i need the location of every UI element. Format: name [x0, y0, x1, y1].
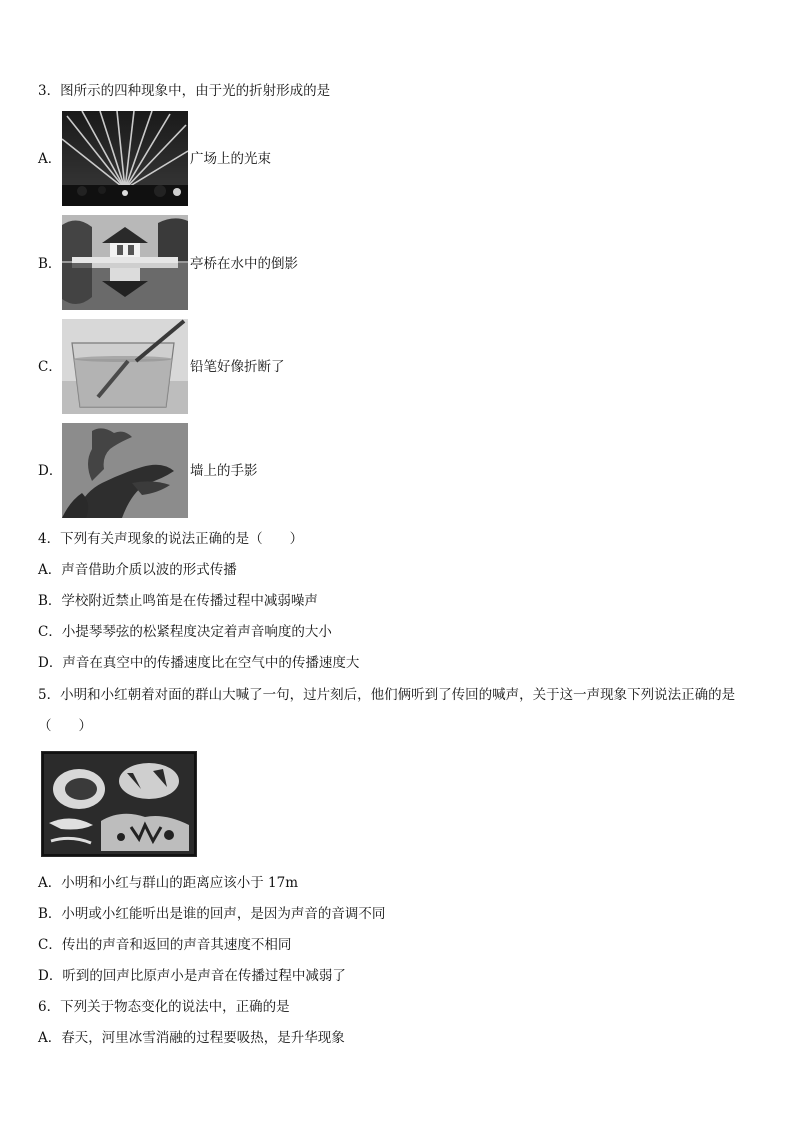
searchlight-beams-photo — [62, 111, 188, 206]
q5-option-d: D．听到的回声比原声小是声音在传播过程中减弱了 — [38, 968, 346, 984]
q4-option-d: D．声音在真空中的传播速度比在空气中的传播速度大 — [38, 655, 360, 671]
q3-option-d-letter: D． — [38, 463, 63, 479]
q5-option-a: A．小明和小红与群山的距离应该小于 17m — [38, 875, 299, 891]
q3-option-a-letter: A． — [38, 151, 62, 167]
q6-stem: 6．下列关于物态变化的说法中，正确的是 — [38, 999, 290, 1015]
q3-option-c-letter: C． — [38, 359, 62, 375]
pavilion-reflection-photo — [62, 215, 188, 310]
q5-option-b: B．小明或小红能听出是谁的回声，是因为声音的音调不同 — [38, 906, 386, 922]
hand-shadow-photo — [62, 423, 188, 518]
q5-option-c: C．传出的声音和返回的声音其速度不相同 — [38, 937, 292, 953]
q3-stem: 3．图所示的四种现象中，由于光的折射形成的是 — [38, 83, 331, 99]
q5-paren: （ ） — [38, 718, 92, 734]
q3-option-b-caption: 亭桥在水中的倒影 — [190, 256, 298, 272]
q5-stem: 5．小明和小红朝着对面的群山大喊了一句，过片刻后，他们俩听到了传回的喊声，关于这一声现象下列说法正确的是 — [38, 687, 736, 703]
q3-option-d-caption: 墙上的手影 — [190, 463, 258, 479]
q4-stem: 4．下列有关声现象的说法正确的是（ ） — [38, 531, 304, 547]
q4-option-c: C．小提琴琴弦的松紧程度决定着声音响度的大小 — [38, 624, 332, 640]
q3-option-b-letter: B． — [38, 256, 62, 272]
echo-mountain-illustration — [41, 751, 197, 857]
q3-option-a-caption: 广场上的光束 — [190, 151, 271, 167]
q6-option-a: A．春天，河里冰雪消融的过程要吸热，是升华现象 — [38, 1030, 345, 1046]
pencil-in-water-photo — [62, 319, 188, 414]
q4-option-b: B．学校附近禁止鸣笛是在传播过程中减弱噪声 — [38, 593, 318, 609]
q4-option-a: A．声音借助介质以波的形式传播 — [38, 562, 237, 578]
q3-option-c-caption: 铅笔好像折断了 — [190, 359, 285, 375]
